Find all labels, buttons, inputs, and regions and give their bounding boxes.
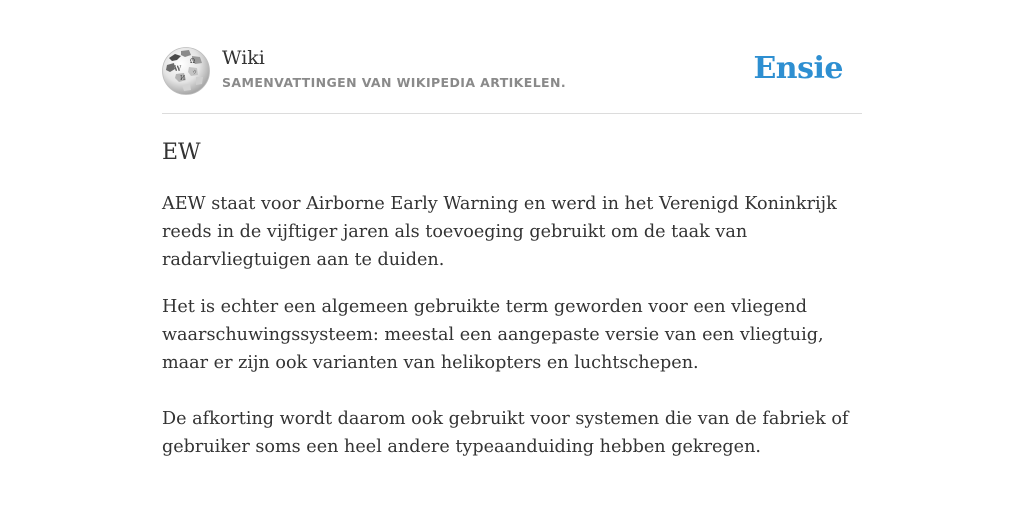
svg-text:ウ: ウ bbox=[192, 70, 198, 76]
article-paragraph: AEW staat voor Airborne Early Warning en werd in het Verenigd Koninkrijk reeds in de vijftiger jaren als toevoeging gebruikt om de taak van radarvliegtuigen aan te duiden. bbox=[162, 194, 837, 270]
wikipedia-globe-icon[interactable] bbox=[162, 47, 210, 95]
svg-text:И: И bbox=[180, 75, 186, 82]
svg-text:W: W bbox=[174, 65, 182, 73]
article-body bbox=[162, 190, 867, 480]
article-title: EW bbox=[162, 140, 201, 165]
article-paragraph: De afkorting wordt daarom ook gebruikt voor systemen die van de fabriek of gebruiker soms een heel andere typeaanduiding hebben gekregen. bbox=[162, 409, 849, 457]
article-paragraph: Het is echter een algemeen gebruikte term geworden voor een vliegend waarschuwingssysteem: meestal een aangepaste versie van een vliegtuig, maar er zijn ook varianten van helikopters en luchtschepen. bbox=[162, 297, 824, 373]
site-title[interactable]: Wiki bbox=[222, 47, 265, 69]
page bbox=[162, 0, 862, 457]
site-subtitle: SAMENVATTINGEN VAN WIKIPEDIA ARTIKELEN. bbox=[222, 75, 567, 90]
svg-text:Ω: Ω bbox=[190, 58, 195, 65]
brand-logo-link[interactable]: Ensie bbox=[753, 51, 843, 86]
site-header bbox=[162, 0, 862, 114]
